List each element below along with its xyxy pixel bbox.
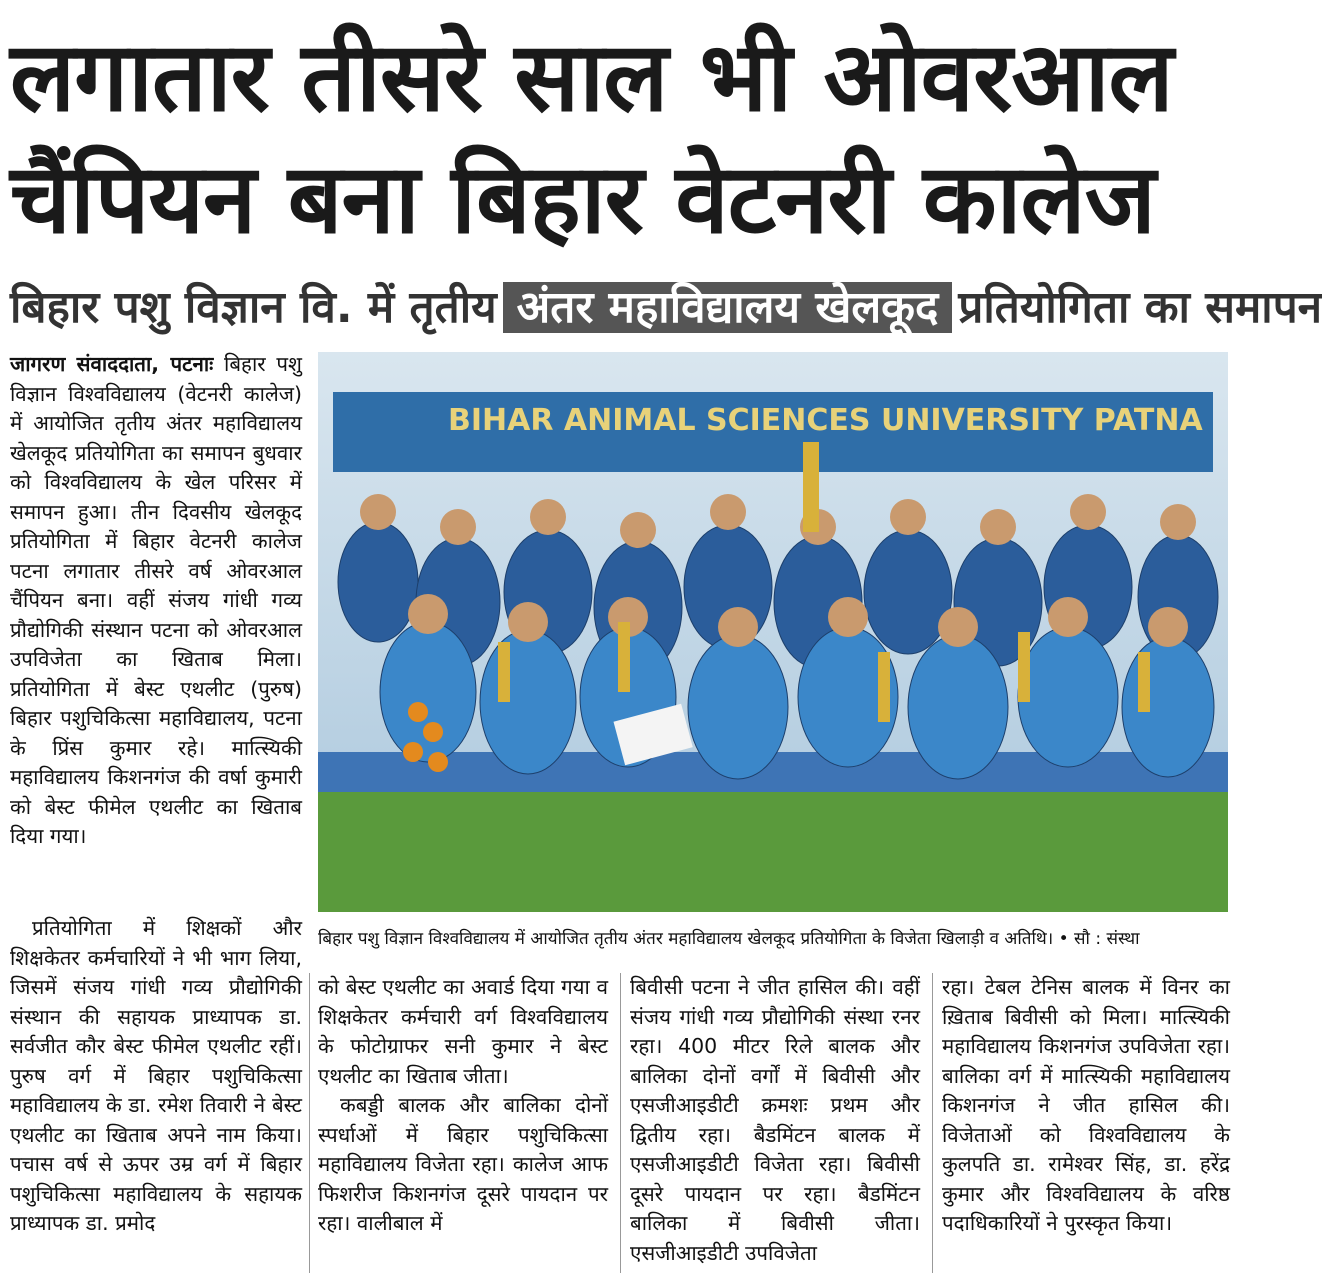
column-rule xyxy=(309,973,310,1273)
photo-caption: बिहार पशु विज्ञान विश्वविद्यालय में आयोजित तृतीय अंतर महाविद्यालय खेलकूद प्रतियोगिता के विजेता खिलाड़ी व अतिथि। • सौ : संस्था xyxy=(318,929,1140,949)
photo-banner-text: BIHAR ANIMAL SCIENCES UNIVERSITY PATNA xyxy=(448,403,1203,438)
subhead-before: बिहार पशु विज्ञान वि. में तृतीय xyxy=(10,282,497,333)
subhead-highlight: अंतर महाविद्यालय खेलकूद xyxy=(503,282,953,333)
team-photo xyxy=(318,352,1228,912)
headline-line-2: चैंपियन बना बिहार वेटनरी कालेज xyxy=(10,143,1155,255)
headline-line-1: लगातार तीसरे साल भी ओवरआल xyxy=(10,21,1173,133)
subheadline xyxy=(10,276,1322,340)
team-photo-illustration xyxy=(318,352,1228,912)
article-column-3 xyxy=(630,973,920,1268)
subhead-after: प्रतियोगिता का समापन xyxy=(958,282,1322,333)
article-column-4 xyxy=(942,973,1230,1239)
article-column-2 xyxy=(318,973,608,1239)
column-rule xyxy=(932,973,933,1273)
paragraph-3: कबड्डी बालक और बालिका दोनों स्पर्धाओं में बिहार पशुचिकित्सा महाविद्यालय विजेता रहा। कालेज आफ फिशरीज किशनगंज दूसरे पायदान पर रहा। वालीबाल में xyxy=(318,1093,608,1235)
dateline: जागरण संवाददाता, पटनाः xyxy=(10,352,214,376)
paragraph-3-continued: बिवीसी पटना ने जीत हासिल की। वहीं संजय गांधी गव्य प्रौद्योगिकी संस्था रनर रहा। 400 मीटर रिले बालक और बालिका दोनों वर्गों में बिवीसी और एसजीआइडीटी क्रमशः प्रथम और द्वितीय रहा। बैडमिंटन बालक में एसजीआइडीटी विजेता रहा। बिवीसी दूसरे पायदान पर रहा। बैडमिंटन बालिका में बिवीसी जीता। एसजीआइडीटी उपविजेता xyxy=(630,975,920,1265)
article-column-1-top xyxy=(10,350,302,852)
paragraph-2: प्रतियोगिता में शिक्षकों और शिक्षकेतर कर्मचारियों ने भी भाग लिया, जिसमें संजय गांधी गव्य प्रौद्योगिकी संस्थान की सहायक प्राध्यापक डा. सर्वजीत कौर बेस्ट फीमेल एथलीट रहीं। पुरुष वर्ग में बिहार पशुचिकित्सा महाविद्यालय के डा. रमेश तिवारी ने बेस्ट एथलीट का खिताब अपने नाम किया। पचास वर्ष से ऊपर उम्र वर्ग में बिहार पशुचिकित्सा महाविद्यालय के सहायक प्राध्यापक डा. प्रमोद xyxy=(10,916,302,1235)
paragraph-3-continued-2: रहा। टेबल टेनिस बालक में विनर का ख़िताब बिवीसी को मिला। मात्स्यिकी महाविद्यालय किशनगंज उपविजेता रहा। बालिका वर्ग में मात्स्यिकी महाविद्यालय किशनगंज ने जीत हासिल की। विजेताओं को विश्वविद्यालय के कुलपति डा. रामेश्वर सिंह, डा. हरेंद्र कुमार और विश्वविद्यालय के वरिष्ठ पदाधिकारियों ने पुरस्कृत किया। xyxy=(942,975,1230,1235)
article-column-1-bottom xyxy=(10,914,302,1239)
column-rule xyxy=(620,973,621,1273)
paragraph-1: बिहार पशु विज्ञान विश्वविद्यालय (वेटनरी कालेज) में आयोजित तृतीय अंतर महाविद्यालय खेलकूद प्रतियोगिता का समापन बुधवार को विश्वविद्यालय के खेल परिसर में समापन हुआ। तीन दिवसीय खेलकूद प्रतियोगिता में बिहार वेटनरी कालेज पटना लगातार तीसरे वर्ष ओवरआल चैंपियन बना। वहीं संजय गांधी गव्य प्रौद्योगिकी संस्थान पटना को ओवरआल उपविजेता का खिताब मिला। प्रतियोगिता में बेस्ट एथलीट (पुरुष) बिहार पशुचिकित्सा महाविद्यालय, पटना के प्रिंस कुमार रहे। मात्स्यिकी महाविद्यालय किशनगंज की वर्षा कुमारी को बेस्ट फीमेल एथलीट का खिताब दिया गया। xyxy=(10,352,302,848)
paragraph-2-continued: को बेस्ट एथलीट का अवार्ड दिया गया व शिक्षकेतर कर्मचारी वर्ग विश्वविद्यालय के फोटोग्राफर सनी कुमार ने बेस्ट एथलीट का खिताब जीता। xyxy=(318,975,608,1088)
